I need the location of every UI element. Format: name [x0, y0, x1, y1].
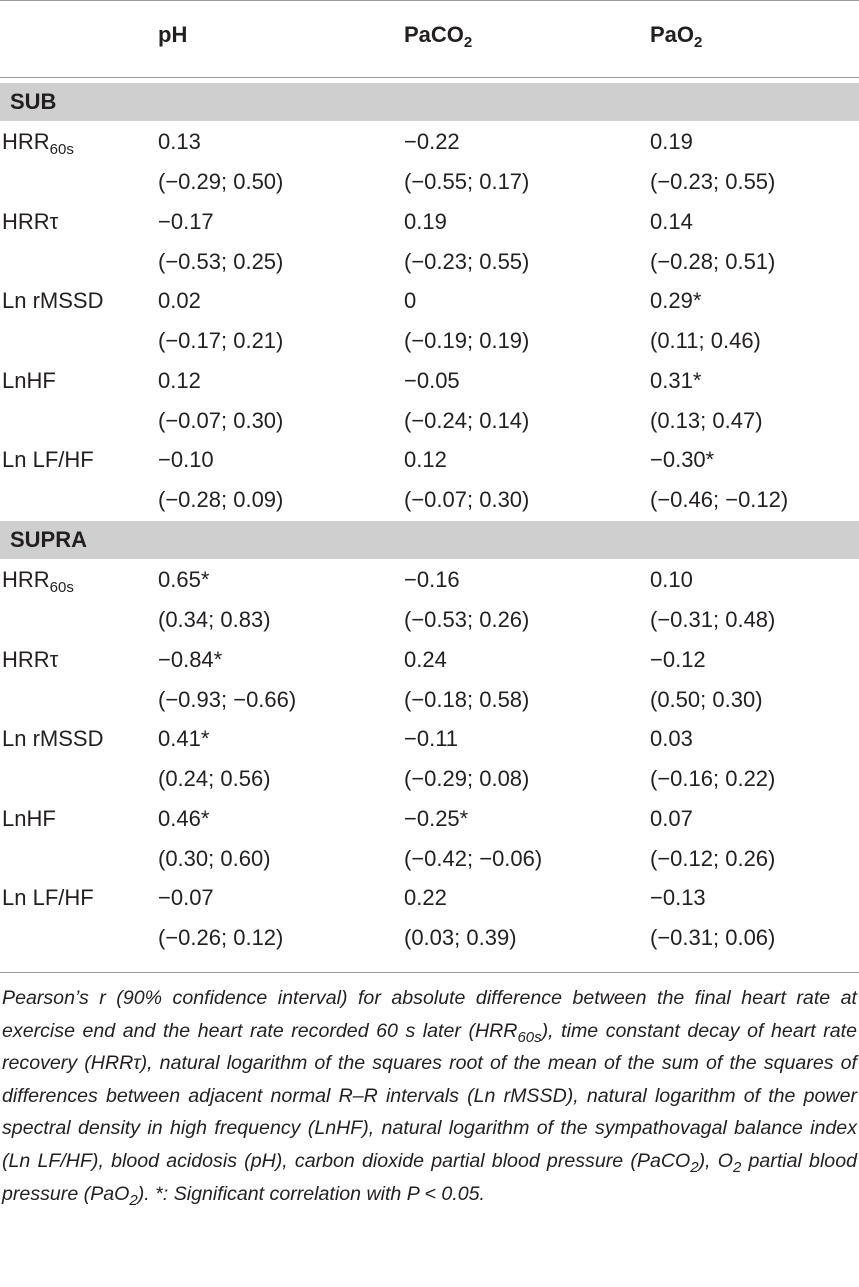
row-label: LnHF [2, 805, 56, 831]
cell-paco2-value: 0.22 [404, 885, 447, 910]
cell-paco2-value: −0.16 [404, 567, 460, 592]
cell-ph-value: 0.12 [158, 367, 201, 393]
cell-pao2-ci: (0.50; 0.30) [650, 686, 763, 712]
cell-paco2-ci: (−0.42; −0.06) [404, 845, 543, 871]
cell-ph-value: 0.41* [158, 726, 210, 751]
cell-paco2-ci: (−0.07; 0.30) [404, 487, 530, 512]
cell-ph-ci: (−0.07; 0.30) [158, 407, 284, 433]
row-label: HRRτ [2, 646, 59, 672]
cell-paco2-ci: (−0.53; 0.26) [404, 607, 530, 632]
row-label: Ln LF/HF [2, 447, 94, 472]
cell-pao2-value: 0.03 [650, 726, 693, 751]
cell-ph-value: −0.17 [158, 208, 214, 234]
section-label: SUPRA [10, 527, 88, 552]
cell-paco2-value: −0.25* [404, 805, 469, 831]
cell-paco2-value: 0.24 [404, 646, 447, 672]
cell-pao2-value: 0.19 [650, 129, 693, 154]
cell-ph-value: 0.65* [158, 567, 210, 592]
cell-pao2-ci: (−0.28; 0.51) [650, 248, 776, 274]
row-label: $HRR_{60s}$ [2, 129, 74, 158]
row-label: HRRτ [2, 208, 59, 234]
cell-paco2-ci: (0.03; 0.39) [404, 925, 517, 950]
row-label: LnHF [2, 367, 56, 393]
cell-ph-ci: (0.34; 0.83) [158, 607, 271, 632]
cell-pao2-ci: (−0.46; −0.12) [650, 487, 789, 512]
cell-paco2-ci: (−0.19; 0.19) [404, 328, 530, 353]
cell-pao2-ci: (−0.31; 0.06) [650, 925, 776, 950]
cell-pao2-ci: (0.13; 0.47) [650, 407, 763, 433]
cell-paco2-ci: (−0.24; 0.14) [404, 407, 530, 433]
cell-ph-ci: (0.30; 0.60) [158, 845, 271, 871]
cell-paco2-value: 0.12 [404, 447, 447, 472]
section-label: SUB [10, 89, 57, 114]
cell-pao2-value: 0.29* [650, 288, 702, 313]
row-label: Ln rMSSD [2, 288, 104, 313]
table-header [0, 0, 859, 77]
cell-paco2-ci: (−0.23; 0.55) [404, 248, 530, 274]
table-row [0, 560, 859, 640]
cell-ph-value: 0.13 [158, 129, 201, 154]
cell-ph-value: −0.07 [158, 885, 214, 910]
cell-ph-ci: (0.24; 0.56) [158, 766, 271, 791]
cell-pao2-ci: (0.11; 0.46) [650, 328, 761, 353]
header-ph: pH [158, 22, 188, 47]
cell-paco2-ci: (−0.29; 0.08) [404, 766, 530, 791]
cell-paco2-value: 0 [404, 288, 417, 313]
cell-ph-ci: (−0.93; −0.66) [158, 686, 297, 712]
cell-pao2-value: −0.30* [650, 447, 715, 472]
cell-pao2-value: 0.14 [650, 208, 693, 234]
cell-ph-value: −0.84* [158, 646, 223, 672]
cell-pao2-value: 0.07 [650, 805, 693, 831]
cell-pao2-ci: (−0.16; 0.22) [650, 766, 776, 791]
row-label: Ln rMSSD [2, 726, 104, 751]
cell-ph-ci: (−0.53; 0.25) [158, 248, 284, 274]
table-row [0, 878, 859, 958]
table-row [0, 202, 859, 282]
row-label: Ln LF/HF [2, 885, 94, 910]
table-row [0, 361, 859, 441]
cell-ph-value: 0.02 [158, 288, 201, 313]
cell-paco2-value: −0.22 [404, 129, 460, 154]
cell-ph-value: 0.46* [158, 805, 210, 831]
cell-paco2-value: −0.11 [404, 726, 459, 751]
cell-pao2-value: 0.31* [650, 367, 702, 393]
cell-ph-ci: (−0.28; 0.09) [158, 487, 284, 512]
cell-pao2-ci: (−0.31; 0.48) [650, 607, 776, 632]
cell-ph-ci: (−0.17; 0.21) [158, 328, 284, 353]
table-footnote: Pearson’s r (90% confidence interval) for absolute difference between the final heart rate at exercise end and the heart rate recorded 60 s later $(HRR_{60s})$, time constant decay of heart rate recovery (HRRτ), natural logarithm of the squares root of the mean of the sum of the squares of differences between adjacent normal R–R intervals (Ln rMSSD), natural logarithm of the power spectral density in high frequency (LnHF), natural logarithm of the sympathovagal balance index (Ln LF/HF), blood acidosis (pH), carbon dioxide partial blood pressure (PaCO$_2$), $O_2$ partial blood pressure (PaO$_2$). *: Significant correlation with P < 0.05. [2, 987, 857, 1209]
cell-pao2-ci: (−0.12; 0.26) [650, 845, 776, 871]
cell-paco2-value: 0.19 [404, 208, 447, 234]
table-row [0, 122, 859, 202]
cell-paco2-ci: (−0.18; 0.58) [404, 686, 530, 712]
row-label: $HRR_{60s}$ [2, 567, 74, 596]
cell-ph-ci: (−0.29; 0.50) [158, 169, 284, 194]
table-row [0, 440, 859, 520]
header-paco2: PaCO$_2$ [404, 22, 473, 51]
section-header [0, 521, 859, 559]
cell-ph-value: −0.10 [158, 447, 214, 472]
header-pao2: PaO$_2$ [650, 22, 703, 51]
section-header [0, 83, 859, 121]
table-row [0, 719, 859, 799]
cell-ph-ci: (−0.26; 0.12) [158, 925, 284, 950]
cell-paco2-ci: (−0.55; 0.17) [404, 169, 530, 194]
cell-pao2-ci: (−0.23; 0.55) [650, 169, 776, 194]
table-row [0, 281, 859, 361]
cell-paco2-value: −0.05 [404, 367, 460, 393]
table-row [0, 799, 859, 879]
cell-pao2-value: −0.12 [650, 646, 706, 672]
header-rule [0, 77, 859, 78]
cell-pao2-value: −0.13 [650, 885, 706, 910]
cell-pao2-value: 0.10 [650, 567, 693, 592]
bottom-rule [0, 972, 859, 973]
table-row [0, 640, 859, 720]
